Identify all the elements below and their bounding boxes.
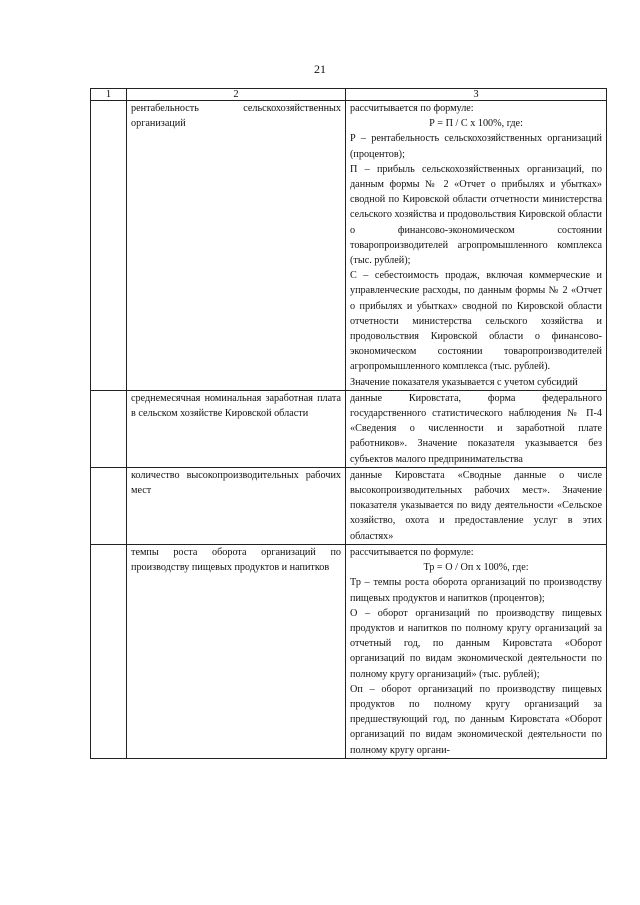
definition-item: Тр – темпы роста оборота организаций по производству пищевых продуктов и напитков (процентов); <box>350 577 602 604</box>
method-intro: рассчитывается по формуле: <box>350 546 474 558</box>
indicator-cell <box>127 544 346 758</box>
table-row <box>91 544 607 758</box>
method-text: данные Кировстата «Сводные данные о числе высокопроизводительных рабочих мест». Значение показателя указывается по виду деятельности «Сельское хозяйство, охота и предоставление услуг в этих областях» <box>350 469 602 542</box>
definition-item: С – себестоимость продаж, включая коммерческие и управленческие расходы, по данным формы № 2 «Отчет о прибылях и убытках» сводной по Кировской области отчетности министерства сельского хозяйства и продовольствия Кировской области о финансово-экономическом состоянии товаропроизводителей агропромышленного комплекса (тыс. рублей). <box>350 270 602 373</box>
method-cell <box>346 544 607 758</box>
row-number-cell <box>91 467 127 544</box>
indicator-text: количество высокопроизводительных рабочих мест <box>131 469 341 497</box>
formula: Р = П / С х 100%, где: <box>429 118 523 130</box>
indicator-text: рентабельность сельскохозяйственных организаций <box>131 103 341 130</box>
definition-item: Значение показателя указывается с учетом субсидий <box>350 376 578 388</box>
indicator-text: темпы роста оборота организаций по производству пищевых продуктов и напитков <box>131 546 341 574</box>
table-row <box>91 467 607 544</box>
indicator-cell <box>127 467 346 544</box>
table-header-row <box>91 89 607 101</box>
method-intro: рассчитывается по формуле: <box>350 103 474 114</box>
indicator-text: среднемесячная номинальная заработная плата в сельском хозяйстве Кировской области <box>131 392 341 420</box>
table-row <box>91 390 607 467</box>
definition-item: П – прибыль сельскохозяйственных организаций, по данным формы № 2 «Отчет о прибылях и убытках» сводной по Кировской области отчетности министерства сельского хозяйства и продовольствия Кировской области о финансово-экономическом состоянии товаропроизводителей агропромышленного комплекса (тыс. рублей); <box>350 163 602 267</box>
method-cell <box>346 390 607 467</box>
row-number-cell <box>91 544 127 758</box>
indicator-cell <box>127 101 346 391</box>
definition-item: Оп – оборот организаций по производству пищевых продуктов по полному кругу организаций за предшествующий год, по данным Кировстата «Оборот организаций по видам экономической деятельности по полному кругу органи- <box>350 683 602 756</box>
page-number: 21 <box>314 62 326 76</box>
row-number-cell <box>91 390 127 467</box>
column-header-2: 2 <box>127 89 346 101</box>
indicators-table <box>90 88 607 759</box>
table-row <box>91 101 607 391</box>
row-number-cell <box>91 101 127 391</box>
method-cell <box>346 101 607 391</box>
indicator-cell <box>127 390 346 467</box>
column-header-3: 3 <box>346 89 607 101</box>
definition-item: Р – рентабельность сельскохозяйственных организаций (процентов); <box>350 133 602 160</box>
method-text: данные Кировстата, форма федерального государственного статистического наблюдения № П-4 «Сведения о численности и заработной плате работников». Значение показателя указывается без субъектов малого предпринимательства <box>350 392 602 465</box>
formula: Тр = О / Оп х 100%, где: <box>423 562 529 574</box>
method-cell <box>346 467 607 544</box>
definition-item: О – оборот организаций по производству пищевых продуктов и напитков по полному кругу организаций за отчетный год, по данным Кировстата «Оборот организаций по видам экономической деятельности по полному кругу организаций» (тыс. рублей); <box>350 607 602 680</box>
column-header-1: 1 <box>91 89 127 101</box>
